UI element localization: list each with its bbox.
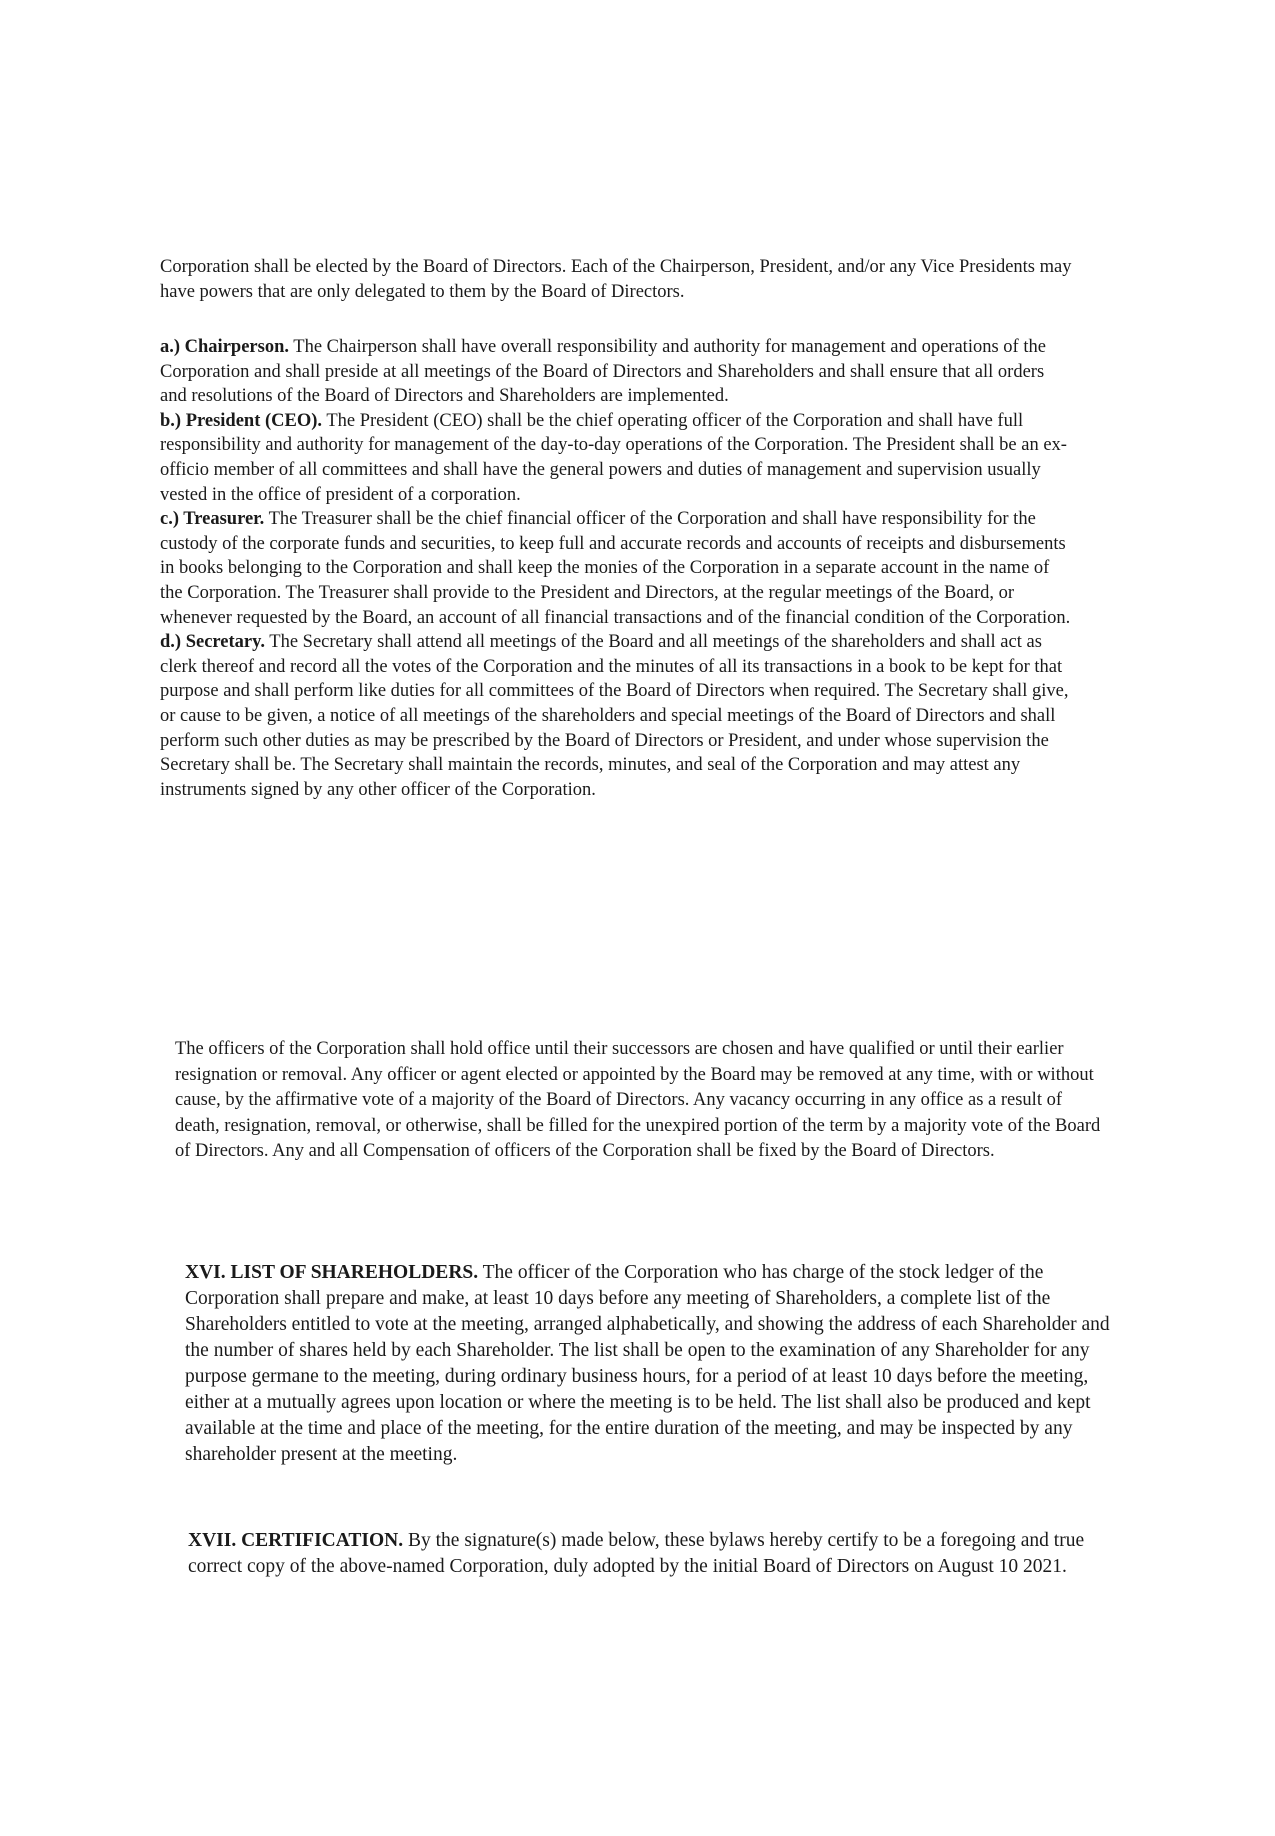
officer-label: a.) Chairperson. xyxy=(160,337,289,357)
officer-president xyxy=(160,409,1075,507)
section-xvi-paragraph xyxy=(185,1260,1120,1468)
section-xvii-heading: XVII. CERTIFICATION. xyxy=(188,1530,404,1551)
officers-term-paragraph xyxy=(175,1037,1110,1165)
officers-list xyxy=(160,335,1075,802)
intro-paragraph xyxy=(160,255,1080,305)
section-xvi-heading: XVI. LIST OF SHAREHOLDERS. xyxy=(185,1262,479,1283)
officer-secretary xyxy=(160,630,1075,802)
officer-label: b.) President (CEO). xyxy=(160,410,323,431)
section-xvii xyxy=(188,1528,1123,1580)
section-xvii-paragraph xyxy=(188,1528,1123,1580)
officer-label: d.) Secretary. xyxy=(160,632,265,653)
section-xvii-text: By the signature(s) made below, these bylaws hereby certify to be a foregoing and true correct copy of the above-named Corporation, duly adopted by the initial Board of Directors on August 10 2021. xyxy=(188,1530,1085,1577)
officer-text: The Chairperson shall have overall responsibility and authority for management and operations of the Corporation and shall preside at all meetings of the Board of Directors and Shareholders and shall ensure that all orders and resolutions of the Board of Directors and Shareholders are implemented. xyxy=(160,337,1046,407)
officers-term-text: The officers of the Corporation shall hold office until their successors are chosen and have qualified or until their earlier resignation or removal. Any officer or agent elected or appointed by the Board may be removed at any time, with or without cause, by the affirmative vote of a majority of the Board of Directors. Any vacancy occurring in any office as a result of death, resignation, removal, or otherwise, shall be filled for the unexpired portion of the term by a majority vote of the Board of Directors. Any and all Compensation of officers of the Corporation shall be fixed by the Board of Directors. xyxy=(175,1039,1101,1161)
officer-text: The Secretary shall attend all meetings of the Board and all meetings of the shareholders and shall act as clerk thereof and record all the votes of the Corporation and the minutes of all its transactions in a book to be kept for that purpose and shall perform like duties for all committees of the Board of Directors when required. The Secretary shall give, or cause to be given, a notice of all meetings of the shareholders and special meetings of the Board of Directors and shall perform such other duties as may be prescribed by the Board of Directors or President, and under whose supervision the Secretary shall be. The Secretary shall maintain the records, minutes, and seal of the Corporation and may attest any instruments signed by any other officer of the Corporation. xyxy=(160,632,1069,800)
section-xvi xyxy=(185,1260,1120,1468)
officer-text: The President (CEO) shall be the chief operating officer of the Corporation and shall have full responsibility and authority for management of the day-to-day operations of the Corporation. The President shall be an ex-officio member of all committees and shall have the general powers and duties of management and supervision usually vested in the office of president of a corporation. xyxy=(160,410,1067,505)
officer-text: The Treasurer shall be the chief financial officer of the Corporation and shall have responsibility for the custody of the corporate funds and securities, to keep full and accurate records and accounts of receipts and disbursements in books belonging to the Corporation and shall keep the monies of the Corporation in a separate account in the name of the Corporation. The Treasurer shall provide to the President and Directors, at the regular meetings of the Board, or whenever requested by the Board, an account of all financial transactions and of the financial condition of the Corporation. xyxy=(160,509,1071,628)
intro-text: Corporation shall be elected by the Board of Directors. Each of the Chairperson, President, and/or any Vice Presidents may have powers that are only delegated to them by the Board of Directors. xyxy=(160,257,1072,302)
officer-chairperson xyxy=(160,335,1075,409)
officer-treasurer xyxy=(160,507,1075,630)
section-xvi-text: The officer of the Corporation who has charge of the stock ledger of the Corporation shall prepare and make, at least 10 days before any meeting of Shareholders, a complete list of the Shareholders entitled to vote at the meeting, arranged alphabetically, and showing the address of each Shareholder and the number of shares held by each Shareholder. The list shall be open to the examination of any Shareholder for any purpose germane to the meeting, during ordinary business hours, for a period of at least 10 days before the meeting, either at a mutually agrees upon location or where the meeting is to be held. The list shall also be produced and kept available at the time and place of the meeting, for the entire duration of the meeting, and may be inspected by any shareholder present at the meeting. xyxy=(185,1262,1110,1465)
officer-label: c.) Treasurer. xyxy=(160,509,265,530)
